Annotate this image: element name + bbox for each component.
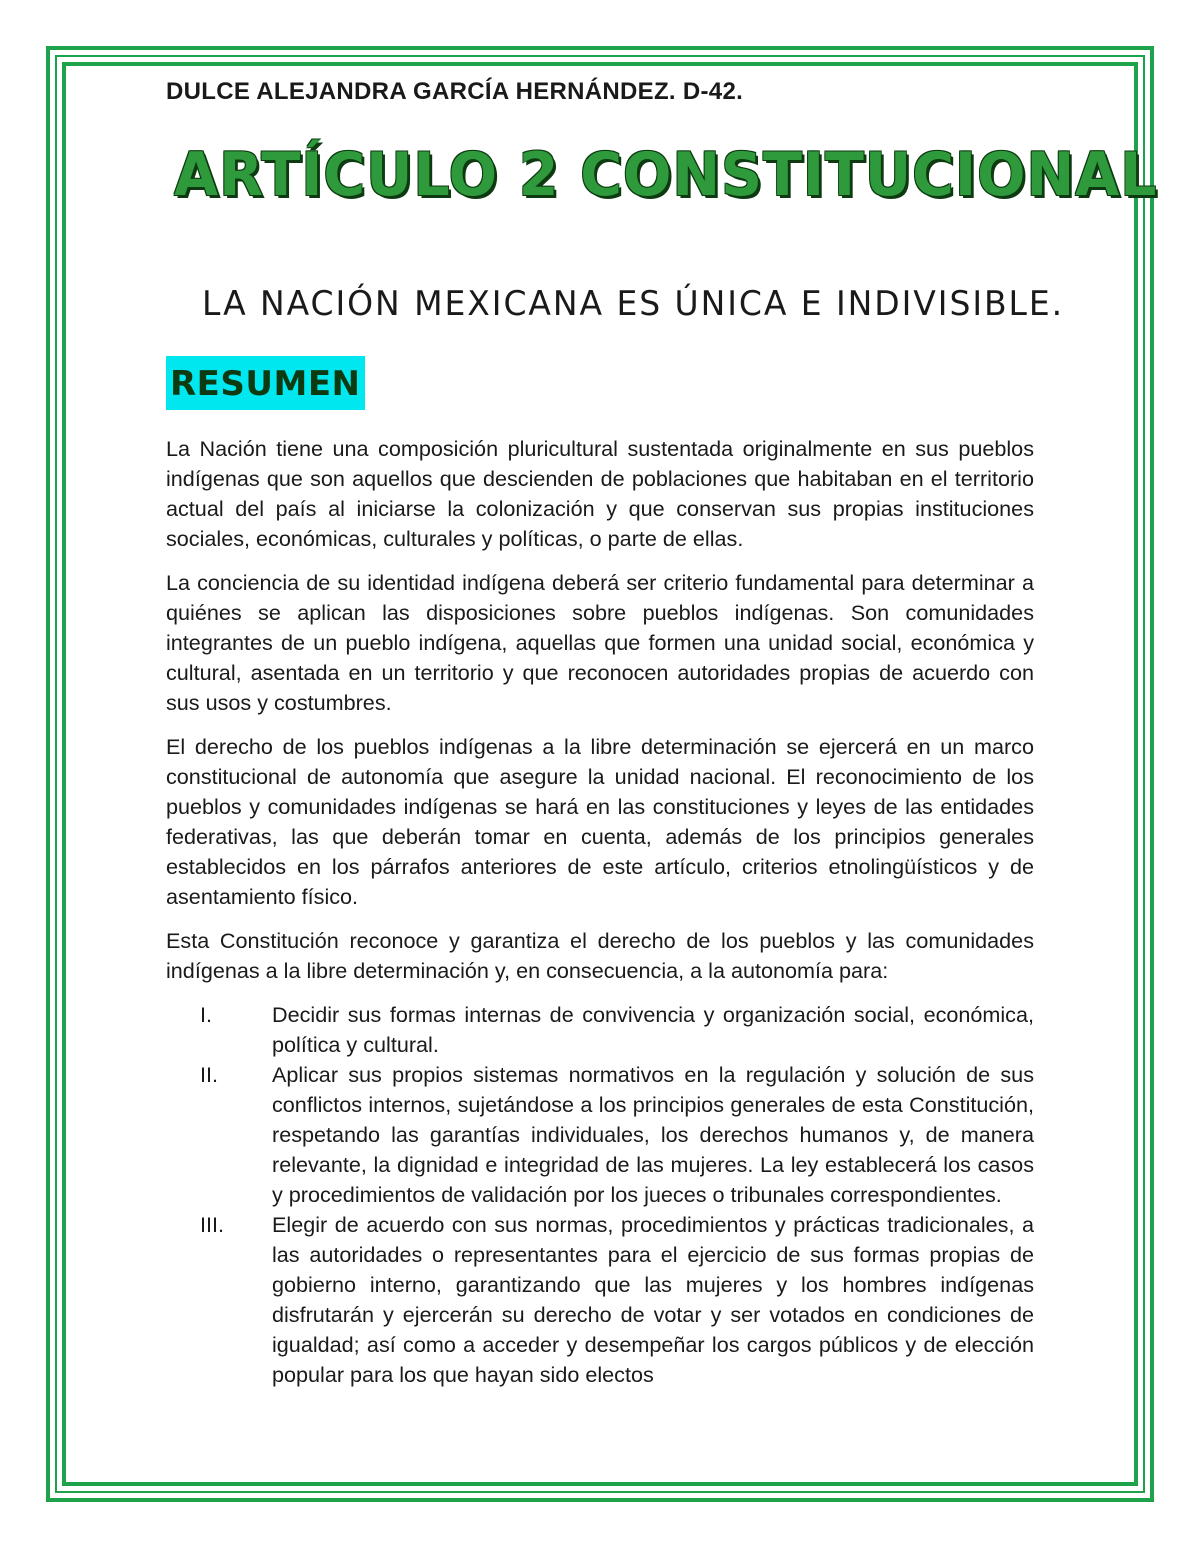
- list-item: [166, 1060, 1034, 1210]
- list-item-number: III.: [200, 1212, 224, 1237]
- document-title: ARTÍCULO 2 CONSTITUCIONAL: [174, 140, 1158, 210]
- list-item: [166, 1000, 1034, 1060]
- paragraph: La Nación tiene una composición pluricultural sustentada originalmente en sus pueblos indígenas que son aquellos que descienden de poblaciones que habitaban en el territorio actual del país al iniciarse la colonización y que conservan sus propias instituciones sociales, económicas, culturales y políticas, o parte de ellas.: [166, 436, 1034, 551]
- paragraph: La conciencia de su identidad indígena deberá ser criterio fundamental para determinar a quiénes se aplican las disposiciones sobre pueblos indígenas. Son comunidades integrantes de un pueblo indígena, aquellas que formen una unidad social, económica y cultural, asentada en un territorio y que reconocen autoridades propias de acuerdo con sus usos y costumbres.: [166, 570, 1034, 715]
- paragraph: El derecho de los pueblos indígenas a la libre determinación se ejercerá en un marco constitucional de autonomía que asegure la unidad nacional. El reconocimiento de los pueblos y comunidades indígenas se hará en las constituciones y leyes de las entidades federativas, las que deberán tomar en cuenta, además de los principios generales establecidos en los párrafos anteriores de este artículo, criterios etnolingüísticos y de asentamiento físico.: [166, 734, 1034, 909]
- list-item-text: Elegir de acuerdo con sus normas, procedimientos y prácticas tradicionales, a las autoridades o representantes para el ejercicio de sus formas propias de gobierno interno, garantizando que las mujeres y los hombres indígenas disfrutarán y ejercerán su derecho de votar y ser votados en condiciones de igualdad; así como a acceder y desempeñar los cargos públicos y de elección popular para los que hayan sido electos: [272, 1212, 1034, 1387]
- list-item-text: Decidir sus formas internas de convivencia y organización social, económica, política y cultural.: [272, 1002, 1034, 1057]
- author-line: DULCE ALEJANDRA GARCÍA HERNÁNDEZ. D-42.: [166, 78, 744, 105]
- summary-body: [166, 434, 1034, 1390]
- section-label-resumen: RESUMEN: [166, 356, 365, 410]
- list-item-number: II.: [200, 1062, 218, 1087]
- roman-numeral-list: [166, 1000, 1034, 1390]
- document-subtitle: LA NACIÓN MEXICANA ES ÚNICA E INDIVISIBLE.: [202, 284, 1065, 324]
- list-item-text: Aplicar sus propios sistemas normativos en la regulación y solución de sus conflictos internos, sujetándose a los principios generales de esta Constitución, respetando las garantías individuales, los derechos humanos y, de manera relevante, la dignidad e integridad de las mujeres. La ley establecerá los casos y procedimientos de validación por los jueces o tribunales correspondientes.: [272, 1062, 1034, 1207]
- paragraph: Esta Constitución reconoce y garantiza el derecho de los pueblos y las comunidades indígenas a la libre determinación y, en consecuencia, a la autonomía para:: [166, 928, 1034, 983]
- list-item: [166, 1210, 1034, 1390]
- list-item-number: I.: [200, 1002, 212, 1027]
